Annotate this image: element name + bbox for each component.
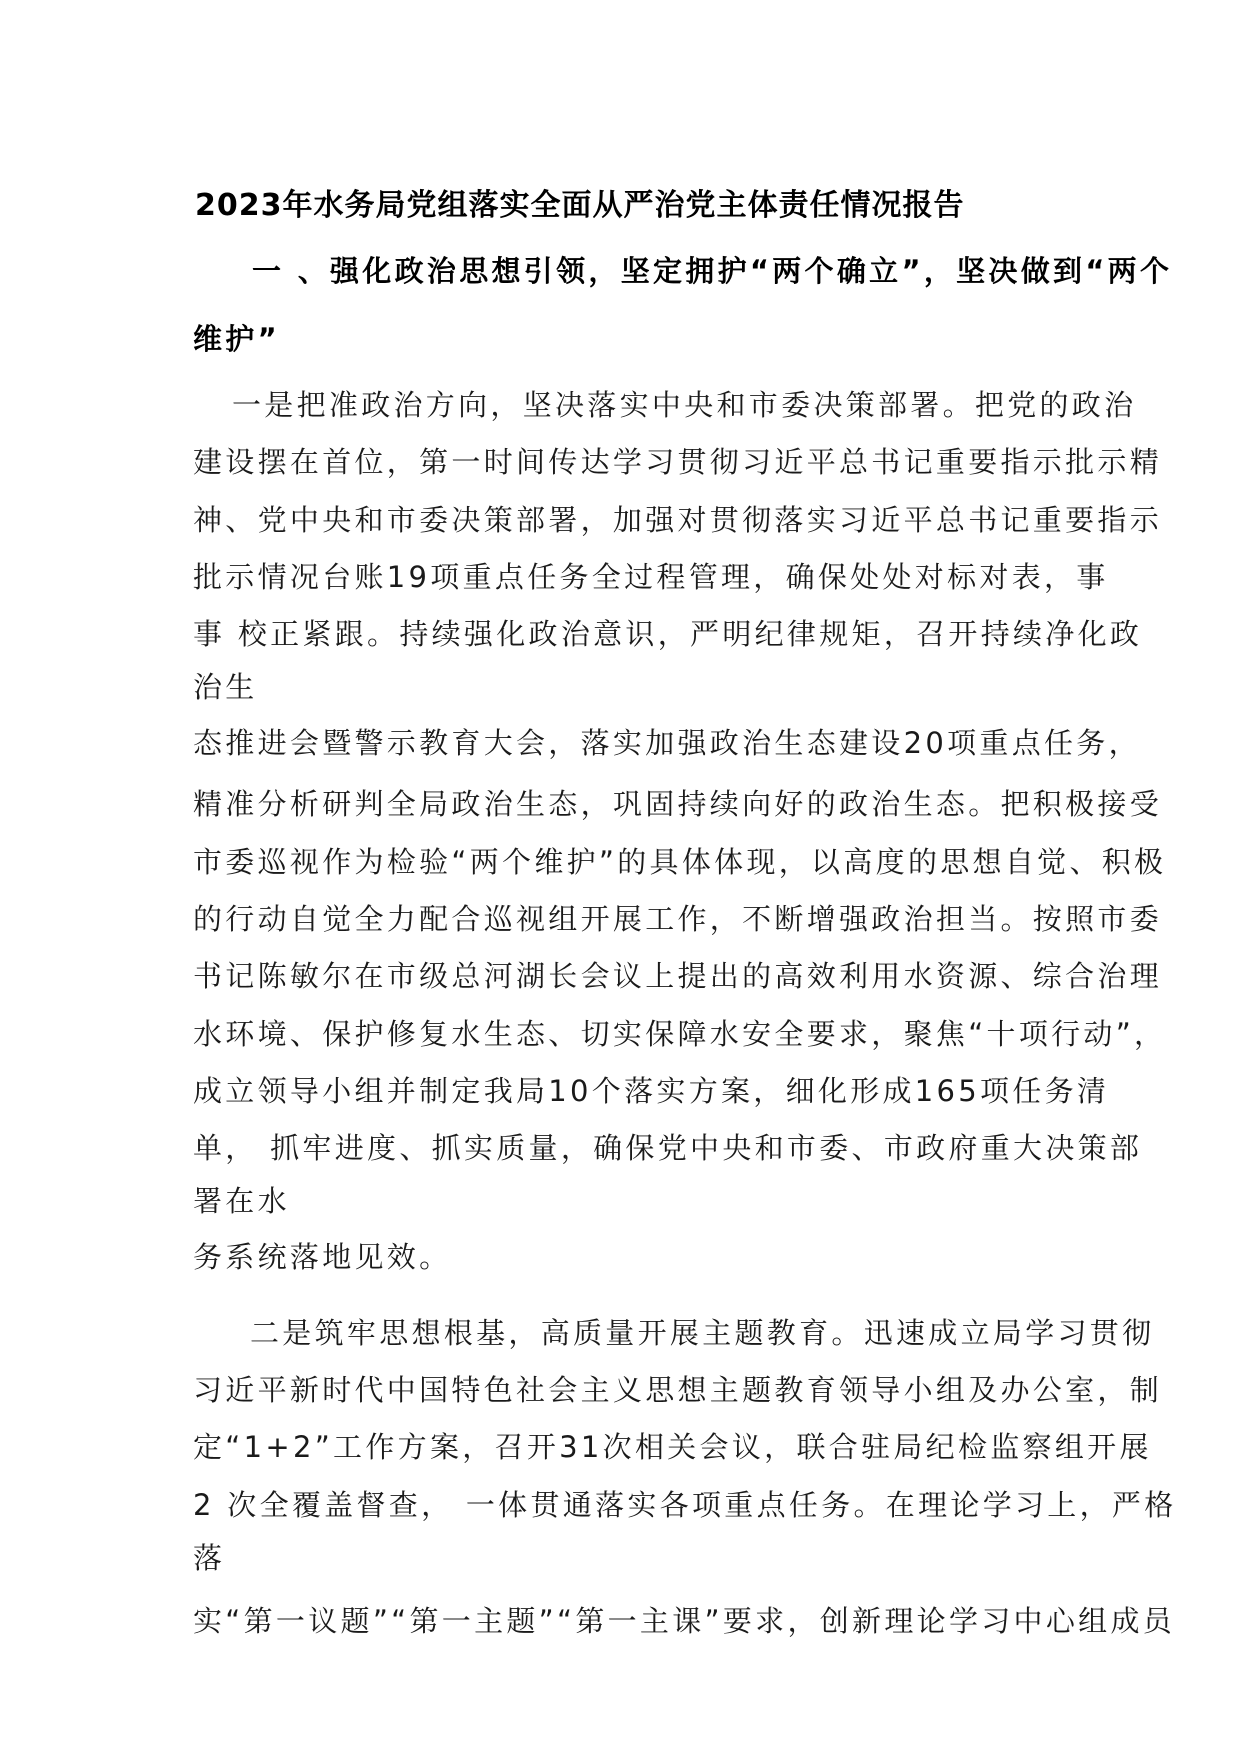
document-title: 2023年水务局党组落实全面从严治党主体责任情况报告: [195, 188, 965, 223]
paragraph-line: 2 次全覆盖督查， 一体贯通落实各项重点任务。在理论学习上，严格: [193, 1488, 1177, 1522]
paragraph-line: 事 校正紧跟。持续强化政治意识，严明纪律规矩，召开持续净化政: [193, 617, 1143, 651]
paragraph-line: 一是把准政治方向，坚决落实中央和市委决策部署。把党的政治: [232, 388, 1137, 422]
paragraph-line: 精准分析研判全局政治生态，巩固持续向好的政治生态。把积极接受: [193, 787, 1163, 821]
paragraph-line: 成立领导小组并制定我局10个落实方案，细化形成165项任务清: [193, 1074, 1110, 1108]
paragraph-line: 实“第一议题”“第一主题”“第一主课”要求，创新理论学习中心组成员: [193, 1604, 1176, 1638]
section-heading-line: 一 、强化政治思想引领，坚定拥护“两个确立”，坚决做到“两个: [252, 254, 1173, 288]
paragraph-line: 治生: [193, 670, 258, 704]
paragraph-line: 二是筑牢思想根基，高质量开展主题教育。迅速成立局学习贯彻: [250, 1316, 1155, 1350]
paragraph-line: 神、党中央和市委决策部署，加强对贯彻落实习近平总书记重要指示: [193, 503, 1163, 537]
section-heading-line: 维护”: [193, 322, 280, 356]
paragraph-line: 水环境、保护修复水生态、切实保障水安全要求，聚焦“十项行动”，: [193, 1017, 1167, 1051]
paragraph-line: 建设摆在首位，第一时间传达学习贯彻习近平总书记重要指示批示精: [193, 445, 1163, 479]
paragraph-line: 的行动自觉全力配合巡视组开展工作，不断增强政治担当。按照市委: [193, 902, 1163, 936]
paragraph-line: 单， 抓牢进度、抓实质量，确保党中央和市委、市政府重大决策部: [193, 1131, 1143, 1165]
paragraph-line: 批示情况台账19项重点任务全过程管理，确保处处对标对表，事: [193, 560, 1109, 594]
paragraph-line: 态推进会暨警示教育大会，落实加强政治生态建设20项重点任务，: [193, 726, 1141, 760]
paragraph-line: 务系统落地见效。: [193, 1240, 452, 1274]
paragraph-line: 书记陈敏尔在市级总河湖长会议上提出的高效利用水资源、综合治理: [193, 959, 1163, 993]
paragraph-line: 署在水: [193, 1184, 290, 1218]
paragraph-line: 落: [193, 1541, 226, 1575]
paragraph-line: 定“1+2”工作方案，召开31次相关会议，联合驻局纪检监察组开展: [193, 1430, 1152, 1464]
paragraph-line: 习近平新时代中国特色社会主义思想主题教育领导小组及办公室，制: [193, 1373, 1163, 1407]
paragraph-line: 市委巡视作为检验“两个维护”的具体体现，以高度的思想自觉、积极: [193, 845, 1167, 879]
